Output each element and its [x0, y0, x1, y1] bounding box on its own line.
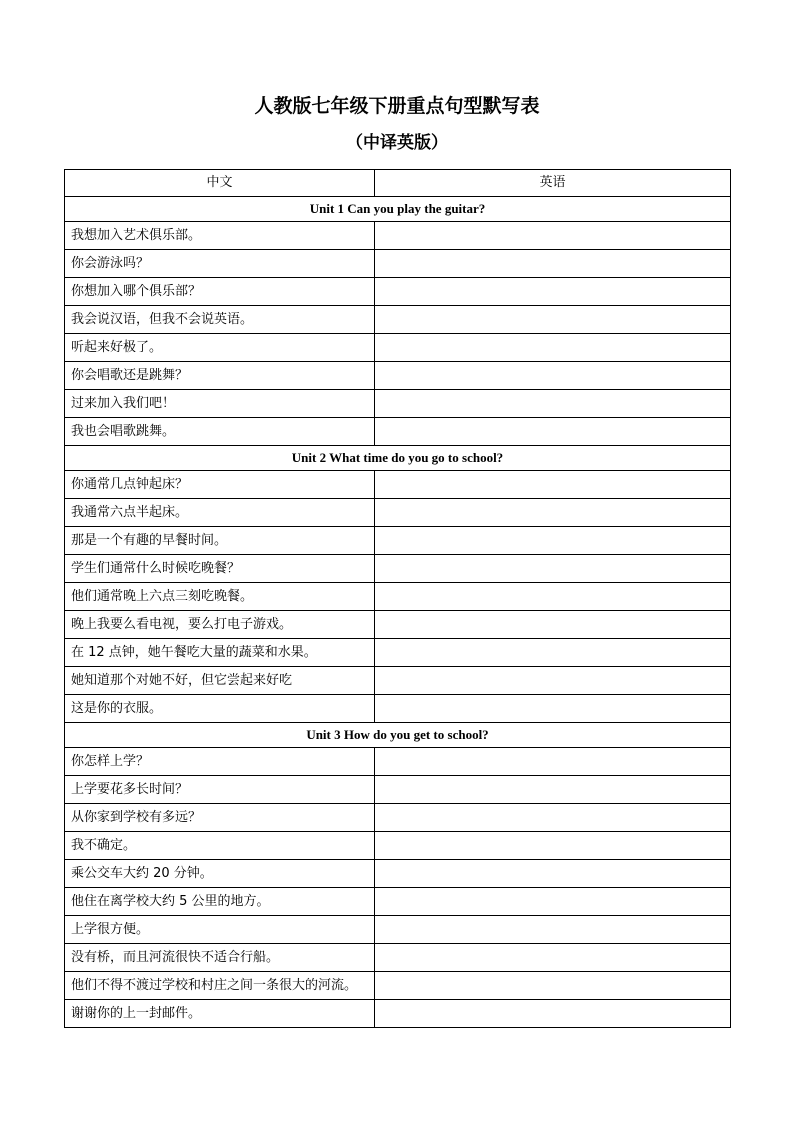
english-answer-cell[interactable] — [375, 804, 731, 832]
chinese-sentence: 谢谢你的上一封邮件。 — [65, 1000, 375, 1028]
table-row — [65, 944, 731, 972]
table-row — [65, 222, 731, 250]
table-row — [65, 804, 731, 832]
english-answer-cell[interactable] — [375, 555, 731, 583]
english-answer-cell[interactable] — [375, 832, 731, 860]
chinese-sentence: 学生们通常什么时候吃晚餐？ — [65, 555, 375, 583]
chinese-sentence: 我也会唱歌跳舞。 — [65, 418, 375, 446]
english-answer-cell[interactable] — [375, 860, 731, 888]
table-row — [65, 527, 731, 555]
english-answer-cell[interactable] — [375, 888, 731, 916]
chinese-sentence: 你会游泳吗？ — [65, 250, 375, 278]
chinese-sentence: 她知道那个对她不好，但它尝起来好吃 — [65, 667, 375, 695]
chinese-sentence: 从你家到学校有多远？ — [65, 804, 375, 832]
table-row — [65, 390, 731, 418]
chinese-sentence: 他们通常晚上六点三刻吃晚餐。 — [65, 583, 375, 611]
chinese-sentence: 没有桥，而且河流很快不适合行船。 — [65, 944, 375, 972]
table-row — [65, 306, 731, 334]
chinese-sentence: 我通常六点半起床。 — [65, 499, 375, 527]
english-answer-cell[interactable] — [375, 972, 731, 1000]
chinese-sentence: 上学要花多长时间？ — [65, 776, 375, 804]
table-row — [65, 362, 731, 390]
chinese-sentence: 那是一个有趣的早餐时间。 — [65, 527, 375, 555]
chinese-sentence: 他住在离学校大约 5 公里的地方。 — [65, 888, 375, 916]
english-answer-cell[interactable] — [375, 667, 731, 695]
unit-heading-row — [65, 446, 731, 471]
chinese-sentence: 你通常几点钟起床？ — [65, 471, 375, 499]
header-chinese: 中文 — [65, 170, 375, 197]
chinese-sentence: 我不确定。 — [65, 832, 375, 860]
unit-title: Unit 2 What time do you go to school? — [65, 446, 731, 471]
table-row — [65, 916, 731, 944]
table-row — [65, 278, 731, 306]
header-row — [65, 170, 731, 197]
english-answer-cell[interactable] — [375, 390, 731, 418]
table-row — [65, 832, 731, 860]
english-answer-cell[interactable] — [375, 471, 731, 499]
chinese-sentence: 我会说汉语，但我不会说英语。 — [65, 306, 375, 334]
table-row — [65, 972, 731, 1000]
chinese-sentence: 他们不得不渡过学校和村庄之间一条很大的河流。 — [65, 972, 375, 1000]
table-row — [65, 1000, 731, 1028]
table-row — [65, 555, 731, 583]
english-answer-cell[interactable] — [375, 278, 731, 306]
chinese-sentence: 上学很方便。 — [65, 916, 375, 944]
table-row — [65, 860, 731, 888]
chinese-sentence: 过来加入我们吧！ — [65, 390, 375, 418]
document-subtitle: （中译英版） — [346, 133, 448, 153]
table-row — [65, 776, 731, 804]
english-answer-cell[interactable] — [375, 334, 731, 362]
table-row — [65, 499, 731, 527]
chinese-sentence: 这是你的衣服。 — [65, 695, 375, 723]
table-row — [65, 334, 731, 362]
chinese-sentence: 你怎样上学？ — [65, 748, 375, 776]
table-row — [65, 888, 731, 916]
table-row — [65, 667, 731, 695]
dictation-table — [64, 169, 731, 1028]
english-answer-cell[interactable] — [375, 527, 731, 555]
english-answer-cell[interactable] — [375, 250, 731, 278]
chinese-sentence: 听起来好极了。 — [65, 334, 375, 362]
chinese-sentence: 在 12 点钟，她午餐吃大量的蔬菜和水果。 — [65, 639, 375, 667]
chinese-sentence: 你会唱歌还是跳舞？ — [65, 362, 375, 390]
chinese-sentence: 晚上我要么看电视，要么打电子游戏。 — [65, 611, 375, 639]
english-answer-cell[interactable] — [375, 748, 731, 776]
chinese-sentence: 我想加入艺术俱乐部。 — [65, 222, 375, 250]
table-row — [65, 639, 731, 667]
english-answer-cell[interactable] — [375, 306, 731, 334]
english-answer-cell[interactable] — [375, 695, 731, 723]
english-answer-cell[interactable] — [375, 583, 731, 611]
english-answer-cell[interactable] — [375, 222, 731, 250]
english-answer-cell[interactable] — [375, 362, 731, 390]
table-row — [65, 583, 731, 611]
table-row — [65, 611, 731, 639]
unit-heading-row — [65, 197, 731, 222]
header-english: 英语 — [375, 170, 731, 197]
english-answer-cell[interactable] — [375, 418, 731, 446]
table-row — [65, 250, 731, 278]
english-answer-cell[interactable] — [375, 499, 731, 527]
table-row — [65, 418, 731, 446]
chinese-sentence: 乘公交车大约 20 分钟。 — [65, 860, 375, 888]
table-row — [65, 695, 731, 723]
english-answer-cell[interactable] — [375, 776, 731, 804]
english-answer-cell[interactable] — [375, 916, 731, 944]
table-row — [65, 748, 731, 776]
english-answer-cell[interactable] — [375, 611, 731, 639]
chinese-sentence: 你想加入哪个俱乐部？ — [65, 278, 375, 306]
english-answer-cell[interactable] — [375, 639, 731, 667]
english-answer-cell[interactable] — [375, 944, 731, 972]
table-row — [65, 471, 731, 499]
unit-heading-row — [65, 723, 731, 748]
unit-title: Unit 3 How do you get to school? — [65, 723, 731, 748]
document-title: 人教版七年级下册重点句型默写表 — [254, 95, 540, 117]
english-answer-cell[interactable] — [375, 1000, 731, 1028]
unit-title: Unit 1 Can you play the guitar? — [65, 197, 731, 222]
